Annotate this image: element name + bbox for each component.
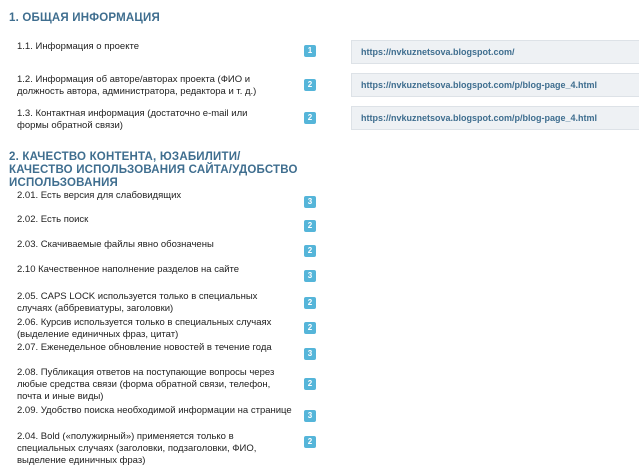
item-2-09-score-badge: 3 — [304, 410, 316, 422]
item-1-2-label: 1.2. Информация об авторе/авторах проекта (ФИО и должность автора, администратора, редактора и т. д.) — [17, 74, 257, 97]
item-2-02-label: 2.02. Есть поиск — [17, 214, 89, 225]
item-1-3-label: 1.3. Контактная информация (достаточно e-mail или формы обратной связи) — [17, 108, 248, 131]
item-1-2-url-link[interactable]: https://nvkuznetsova.blogspot.com/p/blog-page_4.html — [351, 73, 639, 97]
item-2-07-label: 2.07. Еженедельное обновление новостей в течение года — [17, 342, 272, 353]
item-2-06-label: 2.06. Курсив используется только в специальных случаях (выделение единичных фраз, цитат) — [17, 317, 272, 340]
item-2-03-score-badge: 2 — [304, 245, 316, 257]
item-2-02-score-badge: 2 — [304, 220, 316, 232]
item-1-3-url-link[interactable]: https://nvkuznetsova.blogspot.com/p/blog-page_4.html — [351, 106, 639, 130]
item-1-3-score-badge: 2 — [304, 112, 316, 124]
item-2-08-score-badge: 2 — [304, 378, 316, 390]
item-1-1-score-badge: 1 — [304, 45, 316, 57]
item-2-10-label: 2.10 Качественное наполнение разделов на сайте — [17, 264, 240, 275]
item-1-1-label: 1.1. Информация о проекте — [17, 41, 139, 52]
section-1-title: 1. ОБЩАЯ ИНФОРМАЦИЯ — [9, 12, 160, 24]
item-1-2-score-badge: 2 — [304, 79, 316, 91]
item-2-09-label: 2.09. Удобство поиска необходимой информации на странице — [17, 405, 292, 416]
item-2-05-label: 2.05. CAPS LOCK используется только в специальных случаях (аббревиатуры, заголовки) — [17, 291, 258, 314]
item-2-05-score-badge: 2 — [304, 297, 316, 309]
item-2-03-label: 2.03. Скачиваемые файлы явно обозначены — [17, 239, 214, 250]
item-2-01-score-badge: 3 — [304, 196, 316, 208]
item-2-10-score-badge: 3 — [304, 270, 316, 282]
item-2-07-score-badge: 3 — [304, 348, 316, 360]
item-2-08-label: 2.08. Публикация ответов на поступающие вопросы через любые средства связи (форма обратной связи, телефон, почта и иные виды) — [17, 367, 275, 402]
item-2-04-label: 2.04. Bold («полужирный») применяется только в специальных случаях (заголовки, подзаголовки, ФИО, выделение единичных фраз) — [17, 431, 257, 466]
item-1-1-url-link[interactable]: https://nvkuznetsova.blogspot.com/ — [351, 40, 639, 64]
item-2-01-label: 2.01. Есть версия для слабовидящих — [17, 190, 182, 201]
item-2-04-score-badge: 2 — [304, 436, 316, 448]
item-2-06-score-badge: 2 — [304, 322, 316, 334]
section-2-title: 2. КАЧЕСТВО КОНТЕНТА, ЮЗАБИЛИТИ/КАЧЕСТВО ИСПОЛЬЗОВАНИЯ САЙТА/УДОБСТВО ИСПОЛЬЗОВАНИЯ — [9, 151, 298, 189]
